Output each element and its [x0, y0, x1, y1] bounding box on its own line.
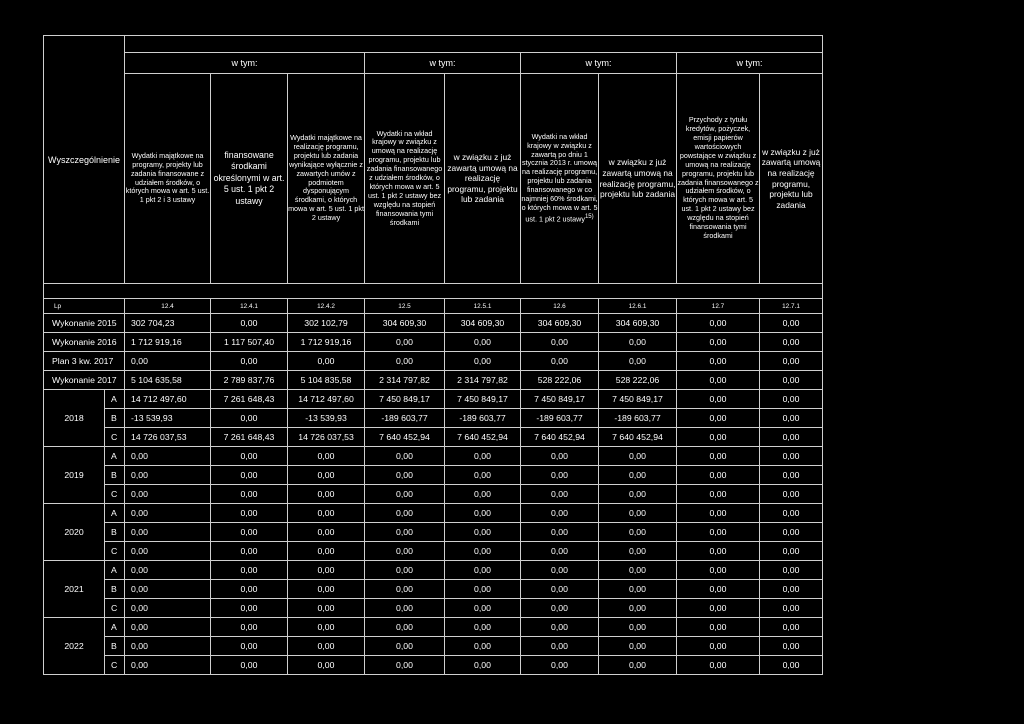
- value-cell: 7 640 452,94: [599, 428, 677, 447]
- value-cell: 2 789 837,76: [211, 371, 288, 390]
- table-row: [44, 542, 823, 561]
- value-cell: 0,00: [365, 656, 445, 675]
- value-cell: 1 117 507,40: [211, 333, 288, 352]
- value-cell: 0,00: [521, 656, 599, 675]
- header-col-12-7-1: w związku z już zawartą umową na realizację programu, projektu lub zadania: [760, 74, 823, 284]
- value-cell: 0,00: [521, 599, 599, 618]
- year-label: 2020: [44, 504, 105, 561]
- value-cell: 0,00: [760, 504, 823, 523]
- value-cell: 0,00: [599, 637, 677, 656]
- financial-table-page: [43, 35, 822, 675]
- value-cell: 304 609,30: [599, 314, 677, 333]
- value-cell: 0,00: [211, 314, 288, 333]
- value-cell: 0,00: [521, 504, 599, 523]
- value-cell: 0,00: [760, 390, 823, 409]
- value-cell: 0,00: [760, 637, 823, 656]
- lp-label: Lp: [44, 299, 125, 314]
- table-row: [44, 656, 823, 675]
- value-cell: 0,00: [521, 618, 599, 637]
- value-cell: 0,00: [211, 637, 288, 656]
- variant-label: A: [105, 447, 125, 466]
- value-cell: 0,00: [125, 485, 211, 504]
- header-col-12-4-1: finansowane środkami określonymi w art. 5 ust. 1 pkt 2 ustawy: [211, 74, 288, 284]
- value-cell: 0,00: [599, 333, 677, 352]
- variant-label: C: [105, 485, 125, 504]
- value-cell: 0,00: [445, 599, 521, 618]
- value-cell: 0,00: [677, 314, 760, 333]
- value-cell: 0,00: [288, 466, 365, 485]
- value-cell: 0,00: [677, 333, 760, 352]
- value-cell: 0,00: [211, 599, 288, 618]
- table-row: [44, 618, 823, 637]
- value-cell: 0,00: [445, 637, 521, 656]
- value-cell: 0,00: [365, 447, 445, 466]
- value-cell: -189 603,77: [599, 409, 677, 428]
- lp-number: 12.4: [125, 299, 211, 314]
- value-cell: 0,00: [125, 447, 211, 466]
- value-cell: 2 314 797,82: [365, 371, 445, 390]
- value-cell: 0,00: [365, 618, 445, 637]
- value-cell: 0,00: [599, 542, 677, 561]
- lp-row: [44, 299, 823, 314]
- value-cell: 0,00: [599, 561, 677, 580]
- value-cell: 0,00: [521, 447, 599, 466]
- value-cell: 0,00: [677, 599, 760, 618]
- value-cell: 14 726 037,53: [288, 428, 365, 447]
- value-cell: 0,00: [599, 466, 677, 485]
- table-header: [44, 36, 823, 314]
- value-cell: 0,00: [288, 352, 365, 371]
- header-w-tym-1: w tym:: [125, 53, 365, 74]
- value-cell: 7 640 452,94: [365, 428, 445, 447]
- variant-label: C: [105, 599, 125, 618]
- value-cell: 0,00: [677, 390, 760, 409]
- variant-label: B: [105, 523, 125, 542]
- value-cell: 0,00: [445, 352, 521, 371]
- table-row: [44, 333, 823, 352]
- value-cell: 0,00: [760, 409, 823, 428]
- value-cell: 0,00: [760, 523, 823, 542]
- value-cell: 0,00: [760, 618, 823, 637]
- value-cell: 302 704,23: [125, 314, 211, 333]
- value-cell: 14 712 497,60: [288, 390, 365, 409]
- variant-label: C: [105, 656, 125, 675]
- value-cell: 0,00: [288, 599, 365, 618]
- variant-label: B: [105, 466, 125, 485]
- lp-number: 12.4.2: [288, 299, 365, 314]
- table-row: [44, 428, 823, 447]
- variant-label: C: [105, 542, 125, 561]
- value-cell: 0,00: [521, 485, 599, 504]
- value-cell: 0,00: [211, 618, 288, 637]
- value-cell: 302 102,79: [288, 314, 365, 333]
- value-cell: 304 609,30: [365, 314, 445, 333]
- year-label: 2018: [44, 390, 105, 447]
- value-cell: 0,00: [760, 314, 823, 333]
- value-cell: -189 603,77: [445, 409, 521, 428]
- value-cell: 304 609,30: [521, 314, 599, 333]
- value-cell: 0,00: [365, 466, 445, 485]
- header-wyszczegolnienie: Wyszczególnienie: [44, 36, 125, 284]
- value-cell: 0,00: [677, 352, 760, 371]
- value-cell: 0,00: [760, 542, 823, 561]
- value-cell: 0,00: [599, 352, 677, 371]
- header-w-tym-4: w tym:: [677, 53, 823, 74]
- value-cell: 0,00: [677, 409, 760, 428]
- value-cell: -13 539,93: [125, 409, 211, 428]
- value-cell: 0,00: [365, 352, 445, 371]
- value-cell: 0,00: [677, 561, 760, 580]
- value-cell: 0,00: [125, 599, 211, 618]
- value-cell: 0,00: [445, 580, 521, 599]
- value-cell: 0,00: [521, 580, 599, 599]
- value-cell: 0,00: [677, 428, 760, 447]
- header-col-12-6-1: w związku z już zawartą umową na realizację programu, projektu lub zadania: [599, 74, 677, 284]
- lp-number: 12.7: [677, 299, 760, 314]
- value-cell: 0,00: [211, 580, 288, 599]
- value-cell: 0,00: [760, 599, 823, 618]
- value-cell: 0,00: [521, 637, 599, 656]
- value-cell: 0,00: [760, 447, 823, 466]
- table-row: [44, 561, 823, 580]
- value-cell: 0,00: [599, 485, 677, 504]
- header-col-12-6-text: Wydatki na wkład krajowy w związku z zawartą po dniu 1 stycznia 2013 r. umową na realizację programu, projektu lub zadania finansowanego w co najmniej 60% środkami, o których mowa w art. 5 ust. 1 pkt 2 ustawy: [521, 131, 598, 224]
- table-row: [44, 447, 823, 466]
- value-cell: 0,00: [288, 447, 365, 466]
- lp-number: 12.6.1: [599, 299, 677, 314]
- value-cell: 0,00: [445, 618, 521, 637]
- value-cell: 0,00: [125, 523, 211, 542]
- value-cell: -13 539,93: [288, 409, 365, 428]
- lp-number: 12.6: [521, 299, 599, 314]
- value-cell: 0,00: [365, 333, 445, 352]
- header-col-12-5-1: w związku z już zawartą umową na realizację programu, projektu lub zadania: [445, 74, 521, 284]
- value-cell: 0,00: [125, 542, 211, 561]
- financial-table: [43, 35, 823, 675]
- value-cell: 0,00: [125, 580, 211, 599]
- table-row: [44, 314, 823, 333]
- value-cell: 0,00: [677, 656, 760, 675]
- value-cell: 0,00: [445, 523, 521, 542]
- value-cell: 0,00: [288, 523, 365, 542]
- value-cell: 7 261 648,43: [211, 428, 288, 447]
- value-cell: 0,00: [760, 485, 823, 504]
- table-row: [44, 485, 823, 504]
- row-label: Wykonanie 2016: [44, 333, 125, 352]
- value-cell: 0,00: [521, 466, 599, 485]
- value-cell: 0,00: [211, 561, 288, 580]
- table-row: [44, 637, 823, 656]
- value-cell: 0,00: [677, 485, 760, 504]
- value-cell: 0,00: [677, 371, 760, 390]
- table-row: [44, 580, 823, 599]
- value-cell: 528 222,06: [599, 371, 677, 390]
- value-cell: 0,00: [365, 504, 445, 523]
- value-cell: 0,00: [365, 637, 445, 656]
- value-cell: 0,00: [677, 447, 760, 466]
- value-cell: 0,00: [760, 333, 823, 352]
- value-cell: 1 712 919,16: [288, 333, 365, 352]
- value-cell: 7 450 849,17: [599, 390, 677, 409]
- value-cell: 0,00: [760, 580, 823, 599]
- lp-number: 12.4.1: [211, 299, 288, 314]
- value-cell: 0,00: [445, 466, 521, 485]
- year-label: 2019: [44, 447, 105, 504]
- header-w-tym-3: w tym:: [521, 53, 677, 74]
- table-row: [44, 371, 823, 390]
- variant-label: A: [105, 504, 125, 523]
- value-cell: 0,00: [211, 656, 288, 675]
- value-cell: 0,00: [599, 504, 677, 523]
- variant-label: B: [105, 637, 125, 656]
- value-cell: 0,00: [365, 485, 445, 504]
- table-body: [44, 314, 823, 675]
- value-cell: 0,00: [599, 523, 677, 542]
- value-cell: 0,00: [760, 352, 823, 371]
- value-cell: 0,00: [521, 523, 599, 542]
- value-cell: 0,00: [125, 466, 211, 485]
- value-cell: 0,00: [445, 447, 521, 466]
- value-cell: 0,00: [365, 561, 445, 580]
- header-spacer: [44, 284, 823, 299]
- value-cell: 0,00: [288, 561, 365, 580]
- value-cell: 0,00: [211, 523, 288, 542]
- table-row: [44, 352, 823, 371]
- value-cell: 0,00: [445, 485, 521, 504]
- value-cell: 0,00: [677, 580, 760, 599]
- table-row: [44, 599, 823, 618]
- value-cell: 0,00: [365, 599, 445, 618]
- value-cell: 0,00: [125, 561, 211, 580]
- value-cell: 0,00: [760, 371, 823, 390]
- value-cell: 0,00: [211, 542, 288, 561]
- year-label: 2022: [44, 618, 105, 675]
- value-cell: 0,00: [521, 542, 599, 561]
- header-w-tym-2: w tym:: [365, 53, 521, 74]
- value-cell: 0,00: [445, 542, 521, 561]
- value-cell: 528 222,06: [521, 371, 599, 390]
- variant-label: B: [105, 580, 125, 599]
- row-label: Wykonanie 2015: [44, 314, 125, 333]
- table-row: [44, 523, 823, 542]
- value-cell: 0,00: [365, 523, 445, 542]
- value-cell: 0,00: [211, 447, 288, 466]
- header-col-12-4-2: Wydatki majątkowe na realizację programu, projektu lub zadania wynikające wyłącznie z zawartych umów z podmiotem dysponującym środkami, o których mowa w art. 5 ust. 1 pkt 2 ustawy: [288, 74, 365, 284]
- variant-label: A: [105, 618, 125, 637]
- value-cell: 7 640 452,94: [445, 428, 521, 447]
- value-cell: 0,00: [211, 409, 288, 428]
- value-cell: 0,00: [288, 580, 365, 599]
- value-cell: 0,00: [288, 637, 365, 656]
- value-cell: 0,00: [760, 561, 823, 580]
- value-cell: 0,00: [445, 333, 521, 352]
- value-cell: 0,00: [599, 599, 677, 618]
- value-cell: 0,00: [288, 504, 365, 523]
- variant-label: B: [105, 409, 125, 428]
- header-col-12-6: [521, 74, 599, 284]
- header-top-band: [125, 36, 823, 53]
- value-cell: 0,00: [445, 656, 521, 675]
- row-label: Plan 3 kw. 2017: [44, 352, 125, 371]
- value-cell: 0,00: [677, 618, 760, 637]
- value-cell: 0,00: [521, 352, 599, 371]
- value-cell: 0,00: [288, 542, 365, 561]
- value-cell: 0,00: [445, 504, 521, 523]
- table-row: [44, 504, 823, 523]
- value-cell: 0,00: [365, 580, 445, 599]
- header-col-12-7: Przychody z tytułu kredytów, pożyczek, emisji papierów wartościowych powstające w związku z umową na realizację programu, projektu lub zadania finansowanego z udziałem środków, o których mowa w art. 5 ust. 1 pkt 2 ustawy bez względu na stopień finansowania tymi środkami: [677, 74, 760, 284]
- header-col-12-5: Wydatki na wkład krajowy w związku z umową na realizację programu, projektu lub zadania finansowanego z udziałem środków, o których mowa w art. 5 ust. 1 pkt 2 ustawy bez względu na stopień finansowania tymi środkami: [365, 74, 445, 284]
- value-cell: 0,00: [599, 447, 677, 466]
- value-cell: 0,00: [677, 523, 760, 542]
- year-label: 2021: [44, 561, 105, 618]
- value-cell: 0,00: [211, 352, 288, 371]
- value-cell: 0,00: [288, 656, 365, 675]
- value-cell: 0,00: [211, 504, 288, 523]
- value-cell: 1 712 919,16: [125, 333, 211, 352]
- value-cell: 0,00: [677, 504, 760, 523]
- lp-number: 12.5.1: [445, 299, 521, 314]
- value-cell: 0,00: [365, 542, 445, 561]
- value-cell: 0,00: [677, 466, 760, 485]
- value-cell: 7 261 648,43: [211, 390, 288, 409]
- value-cell: 0,00: [125, 352, 211, 371]
- value-cell: 0,00: [125, 656, 211, 675]
- value-cell: 0,00: [445, 561, 521, 580]
- value-cell: 7 450 849,17: [521, 390, 599, 409]
- value-cell: 0,00: [677, 542, 760, 561]
- variant-label: A: [105, 561, 125, 580]
- table-row: [44, 466, 823, 485]
- value-cell: 0,00: [125, 637, 211, 656]
- value-cell: 0,00: [521, 333, 599, 352]
- value-cell: 0,00: [677, 637, 760, 656]
- lp-number: 12.7.1: [760, 299, 823, 314]
- value-cell: 14 726 037,53: [125, 428, 211, 447]
- value-cell: 5 104 835,58: [288, 371, 365, 390]
- value-cell: 0,00: [760, 428, 823, 447]
- header-col-12-4: Wydatki majątkowe na programy, projekty lub zadania finansowane z udziałem środków, o których mowa w art. 5 ust. 1 pkt 2 i 3 ustawy: [125, 74, 211, 284]
- value-cell: 5 104 635,58: [125, 371, 211, 390]
- value-cell: 7 640 452,94: [521, 428, 599, 447]
- value-cell: 7 450 849,17: [445, 390, 521, 409]
- value-cell: 0,00: [599, 618, 677, 637]
- value-cell: -189 603,77: [365, 409, 445, 428]
- value-cell: 304 609,30: [445, 314, 521, 333]
- lp-number: 12.5: [365, 299, 445, 314]
- value-cell: 0,00: [760, 656, 823, 675]
- value-cell: 0,00: [760, 466, 823, 485]
- row-label: Wykonanie 2017: [44, 371, 125, 390]
- table-row: [44, 390, 823, 409]
- value-cell: 0,00: [599, 580, 677, 599]
- variant-label: C: [105, 428, 125, 447]
- value-cell: -189 603,77: [521, 409, 599, 428]
- value-cell: 0,00: [125, 618, 211, 637]
- variant-label: A: [105, 390, 125, 409]
- footnote-marker: 15): [584, 213, 594, 220]
- value-cell: 0,00: [521, 561, 599, 580]
- value-cell: 0,00: [211, 485, 288, 504]
- value-cell: 0,00: [211, 466, 288, 485]
- table-row: [44, 409, 823, 428]
- value-cell: 0,00: [125, 504, 211, 523]
- value-cell: 7 450 849,17: [365, 390, 445, 409]
- value-cell: 14 712 497,60: [125, 390, 211, 409]
- value-cell: 2 314 797,82: [445, 371, 521, 390]
- value-cell: 0,00: [599, 656, 677, 675]
- value-cell: 0,00: [288, 485, 365, 504]
- value-cell: 0,00: [288, 618, 365, 637]
